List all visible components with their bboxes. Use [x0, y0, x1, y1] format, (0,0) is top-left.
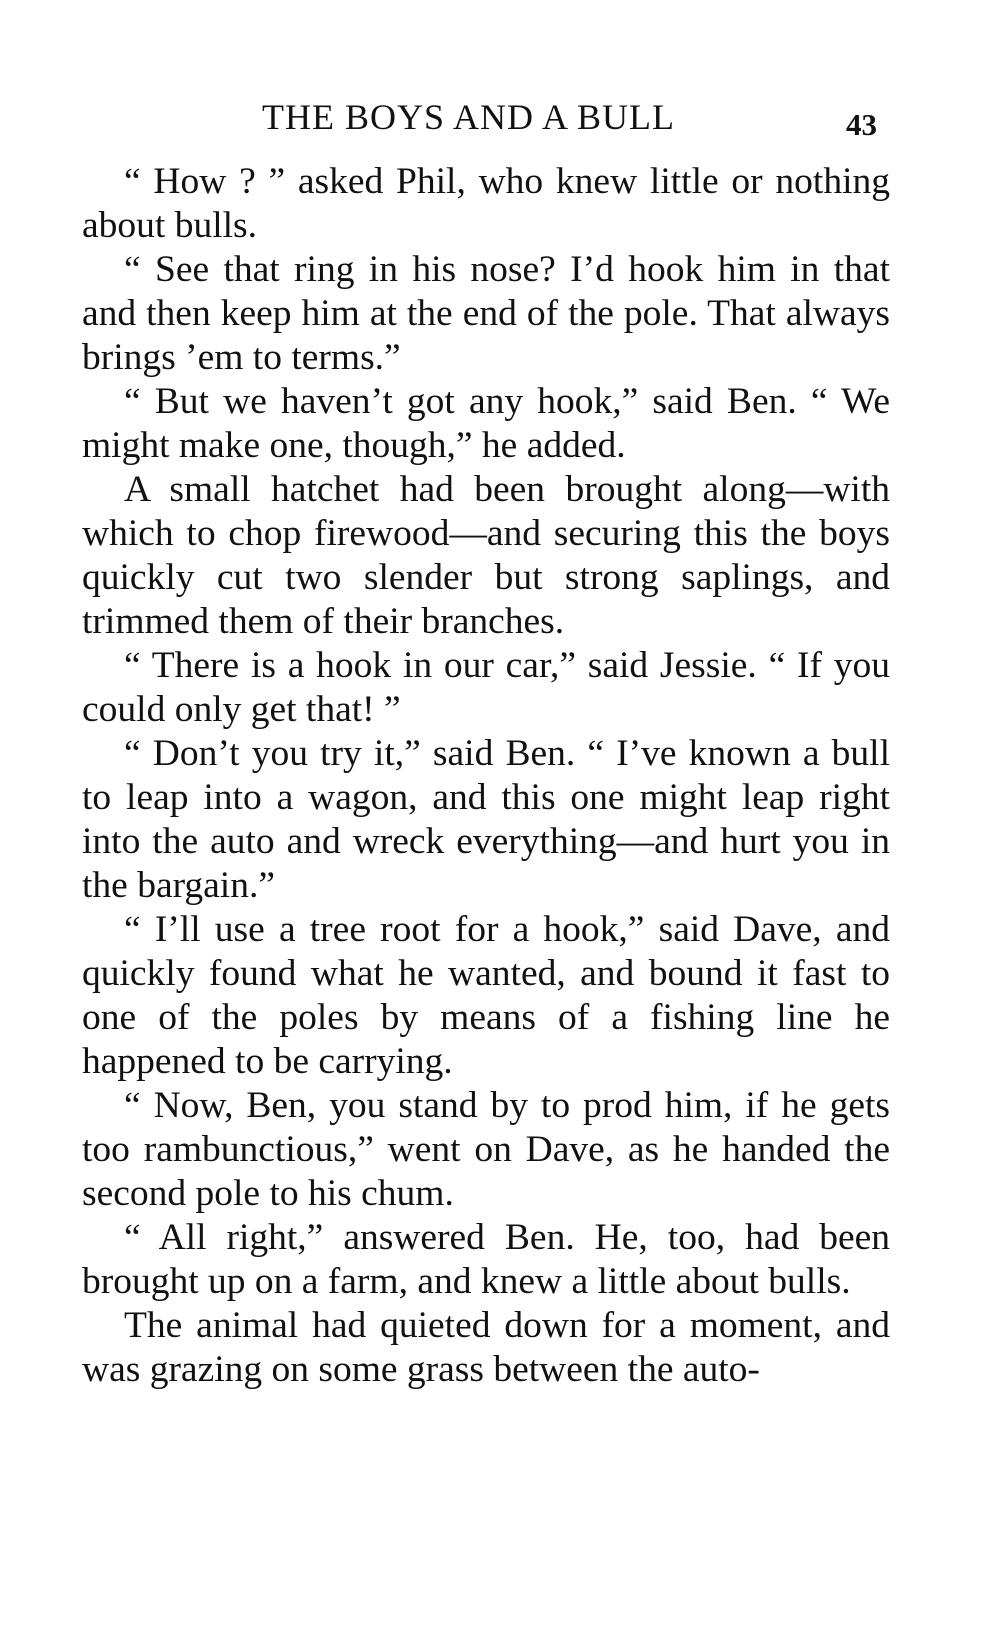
paragraph: A small hatchet had been brought along—with which to chop firewood—and securing this the boys quickly cut two slender but strong saplings, and trimmed them of their branches. — [82, 469, 890, 642]
paragraph: “ I’ll use a tree root for a hook,” said Dave, and quickly found what he wanted, and bound it fast to one of the poles by means of a fishing line he happened to be carrying. — [82, 909, 890, 1082]
paragraph: “ All right,” answered Ben. He, too, had been brought up on a farm, and knew a little about bulls. — [82, 1217, 890, 1302]
running-title: THE BOYS AND A BULL — [262, 97, 676, 137]
body-text — [82, 160, 890, 1392]
paragraph: “ See that ring in his nose? I’d hook him in that and then keep him at the end of the pole. That always brings ’em to terms.” — [82, 249, 890, 378]
paragraph: “ Don’t you try it,” said Ben. “ I’ve known a bull to leap into a wagon, and this one might leap right into the auto and wreck everything—and hurt you in the bargain.” — [82, 733, 890, 906]
page-number: 43 — [846, 107, 877, 142]
paragraph: “ But we haven’t got any hook,” said Ben. “ We might make one, though,” he added. — [82, 381, 890, 466]
paragraph: The animal had quieted down for a moment, and was grazing on some grass between the auto- — [82, 1305, 890, 1390]
running-head — [0, 92, 1004, 142]
paragraph: “ How ? ” asked Phil, who knew little or nothing about bulls. — [82, 161, 890, 246]
paragraph: “ There is a hook in our car,” said Jessie. “ If you could only get that! ” — [82, 645, 890, 730]
paragraph: “ Now, Ben, you stand by to prod him, if he gets too rambunctious,” went on Dave, as he handed the second pole to his chum. — [82, 1085, 890, 1214]
